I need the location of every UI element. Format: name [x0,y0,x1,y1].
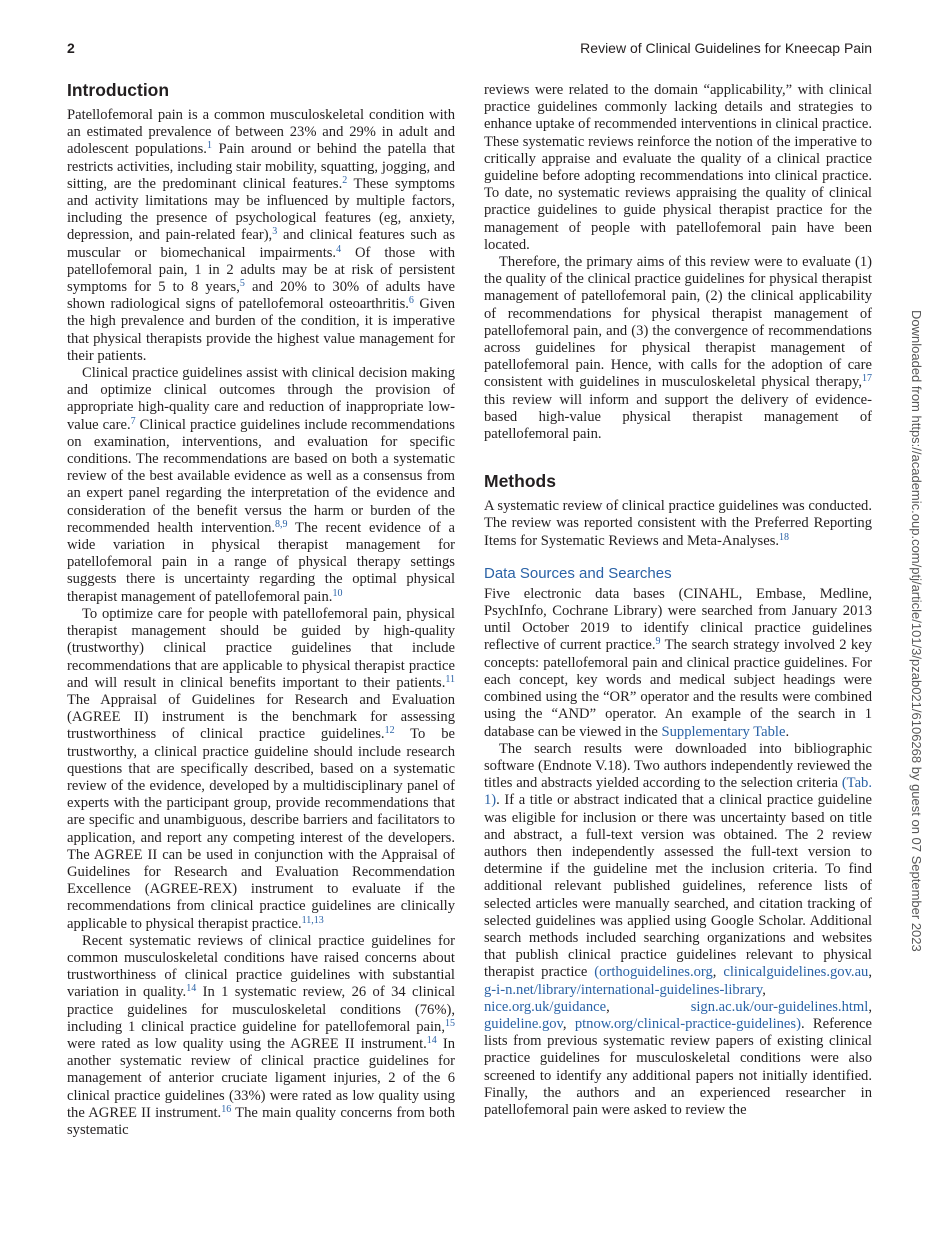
orthoguidelines-link[interactable]: (orthoguidelines.org [594,964,713,981]
citation[interactable]: 3 [272,226,278,238]
methods-heading: Methods [484,471,556,492]
intro-paragraph-3: To optimize care for people with patellofemoral pain, physical therapist management should be guided by high-quality (trustworthy) clinical practice guidelines that include recommendations that are applicable to physical therapist practice and will result in clinical benefits important to their patients.$^{11}$ The Appraisal of Guidelines for Research and Evaluation (AGREE II) instrument is the benchmark for assessing trustworthiness of clinical practice guidelines.$^{12}$ To be trustworthy, a clinical practice guideline should include research questions that are specifically described, based on a systematic review of the evidence, developed by a multidisciplinary panel of experts with the participant group, provide recommendations that are specific and unambiguous, describe barriers and facilitators to application, and report any competing interest of the developers. The AGREE II can be used in conjunction with the Appraisal of Guidelines for Research and Evaluation Recommendation Excellence (AGREE-REX) instrument to evaluate if the recommendations from clinical practice guidelines are clinically applicable to physical therapist practice.$^{11,13}$ [67,605,455,932]
table-1-link[interactable]: (Tab. 1) [484,775,872,809]
citation[interactable]: 6 [408,295,414,307]
citation[interactable]: 15 [445,1017,455,1029]
citation[interactable]: 11 [445,673,455,685]
intro-paragraph-4: Recent systematic reviews of clinical practice guidelines for common musculoskeletal conditions have raised concerns about trustworthiness of clinical practice guidelines with substantial variation in quality.$^{14}$ In 1 systematic review, 26 of 34 clinical practice guidelines for musculoskeletal conditions (76%), including 1 clinical practice guideline for patellofemoral pain,$^{15}$ were rated as low quality using the AGREE II instrument.$^{14}$ In another systematic review of clinical practice guidelines for management of anterior cruciate ligament injuries, 2 of the 6 clinical practice guidelines (33%) were rated as low quality using the AGREE II instrument.$^{16}$ The main quality concerns from both systematic [67,932,456,1138]
running-header: Review of Clinical Guidelines for Kneecap Pain [580,40,872,56]
download-stamp: Downloaded from https://academic.oup.com/ptj/article/101/3/pzab021/6106268 by guest on 07 September 2023 [909,310,924,952]
page-number: 2 [67,40,75,56]
ptnow-link[interactable]: ptnow.org/clinical-practice-guidelines) [574,1015,801,1032]
introduction-heading: Introduction [67,80,170,100]
citation[interactable]: 10 [332,587,343,599]
search-results-paragraph: The search results were downloaded into bibliographic software (Endnote V.18). Two authors independently reviewed the titles and abstracts yielded according to the selection criteria (Tab. 1). If a title or abstract indicated that a clinical practice guideline was eligible for inclusion or there was uncertainty based on title and abstract, a full-text version was obtained. The 2 review authors then independently assessed the full-text version to determine if the guideline met the inclusion criteria. To find additional relevant published guidelines, reference lists of selected articles were manually searched, and citation tracking of selected guidelines was applied using Google Scholar. Additional search methods included searching organizations and websites that publish clinical practice guidelines relevant to physical therapist practice (orthoguidelines.org, clinicalguidelines.gov.au, g-i-n.net/library/international-guidelines-library, nice.org.uk/guidance, sign.ac.uk/our-guidelines.html, guideline.gov, ptnow.org/clinical-practice-guidelines). Reference lists from previous systematic review papers of existing clinical practice guidelines for musculoskeletal conditions were also screened to identify any additional papers not initially identified. Finally, the authors and an experienced researcher in patellofemoral pain were asked to review the [484,740,873,1118]
right-column [484,82,872,1119]
nice-guidance-link[interactable]: nice.org.uk/guidance [484,998,607,1015]
citation[interactable]: 11,13 [301,914,324,926]
data-sources-subheading: Data Sources and Searches [484,564,672,582]
citation[interactable]: 4 [336,243,342,255]
citation[interactable]: 9 [655,636,661,648]
clinicalguidelines-link[interactable]: clinicalguidelines.gov.au [723,964,869,981]
citation[interactable]: 8,9 [275,518,288,530]
guideline-gov-link[interactable]: guideline.gov [484,1015,563,1032]
citation[interactable]: 16 [221,1103,232,1115]
citation[interactable]: 7 [130,415,136,427]
citation[interactable]: 17 [862,373,872,385]
intro-paragraph-2: Clinical practice guidelines assist with clinical decision making and optimize clinical outcomes through the provision of appropriate high-quality care and reduction of inappropriate low-value care.$^7$ Clinical practice guidelines include recommendations on examination, interventions, and evaluation for specific conditions. The recommendations are based on both a systematic review of the best available evidence as well as a consensus from an expert panel regarding the interpretation of the evidence and consideration of the benefit versus the harm or burden of the recommended health intervention.$^{8,9}$ The recent evidence of a wide variation in physical therapist management for patellofemoral pain in a range of physical therapy settings suggests there is uncertainty regarding the optimal physical therapist management of patellofemoral pain.$^{10}$ [67,365,455,605]
citation[interactable]: 12 [384,725,395,737]
citation[interactable]: 2 [342,174,348,186]
intro-paragraph-1: Patellofemoral pain is a common musculoskeletal condition with an estimated prevalence of between 23% and 29% in adult and adolescent populations.$^1$ Pain around or behind the patella that restricts activities, including stair mobility, squatting, jogging, and sitting, are the predominant clinical features.$^2$ These symptoms and activity limitations may be influenced by multiple factors, including the presence of psychological features (eg, anxiety, depression, and pain-related fear),$^3$ and clinical features such as muscular or biomechanical impairments.$^4$ Of those with patellofemoral pain, 1 in 2 adults may be at risk of persistent symptoms for 5 to 8 years,$^5$ and 20% to 30% of adults have shown radiological signs of patellofemoral osteoarthritis.$^6$ Given the high prevalence and burden of the condition, it is imperative that physical therapists provide the highest value management for their patients. [67,107,456,364]
sign-guidelines-link[interactable]: sign.ac.uk/our-guidelines.html [690,998,869,1015]
left-column [67,80,455,1139]
citation[interactable]: 18 [779,531,790,543]
intro-paragraph-continued: reviews were related to the domain “applicability,” with clinical practice guidelines commonly lacking details and strategies to enhance uptake of recommended interventions in clinical practice. These systematic reviews reinforce the notion of the imperative to critically appraise and evaluate the quality of a clinical practice guideline before adopting recommendations into clinical practice. To date, no systematic reviews appraising the quality of clinical practice guidelines to guide physical therapist practice for the management of people with patellofemoral pain have been located. [484,82,872,253]
data-sources-paragraph: Five electronic data bases (CINAHL, Embase, Medline, PsychInfo, Cochrane Library) were searched from January 2013 until October 2019 to identify clinical practice guidelines reflective of current practice.$^9$ The search strategy involved 2 key concepts: patellofemoral pain and clinical practice guidelines. For each concept, key words and medical subject headings were combined using the “OR” operator and the results were combined using the “AND” operator. An example of the search in 1 database can be viewed in the Supplementary Table. [484,585,872,740]
citation[interactable]: 14 [426,1034,437,1046]
methods-paragraph-1: A systematic review of clinical practice guidelines was conducted. The review was reported consistent with the Preferred Reporting Items for Systematic Reviews and Meta-Analyses.$^{18}$ [484,498,872,549]
gin-library-link[interactable]: g-i-n.net/library/international-guidelines-library [484,981,763,998]
citation[interactable]: 1 [206,140,212,152]
aims-paragraph: Therefore, the primary aims of this review were to evaluate (1) the quality of the clinical practice guidelines for physical therapist management of patellofemoral pain, (2) the clinical applicability of recommendations for physical therapist management of patellofemoral pain, and (3) the convergence of recommendations across guidelines for physical therapist management of patellofemoral pain. Hence, with calls for the adoption of care consistent with guidelines in musculoskeletal physical therapy,$^{17}$ this review will inform and support the delivery of evidence-based high-value physical therapist management of patellofemoral pain. [484,254,872,443]
supplementary-table-link[interactable]: Supplementary Table [661,723,786,740]
citation[interactable]: 14 [186,983,197,995]
citation[interactable]: 5 [239,278,245,290]
